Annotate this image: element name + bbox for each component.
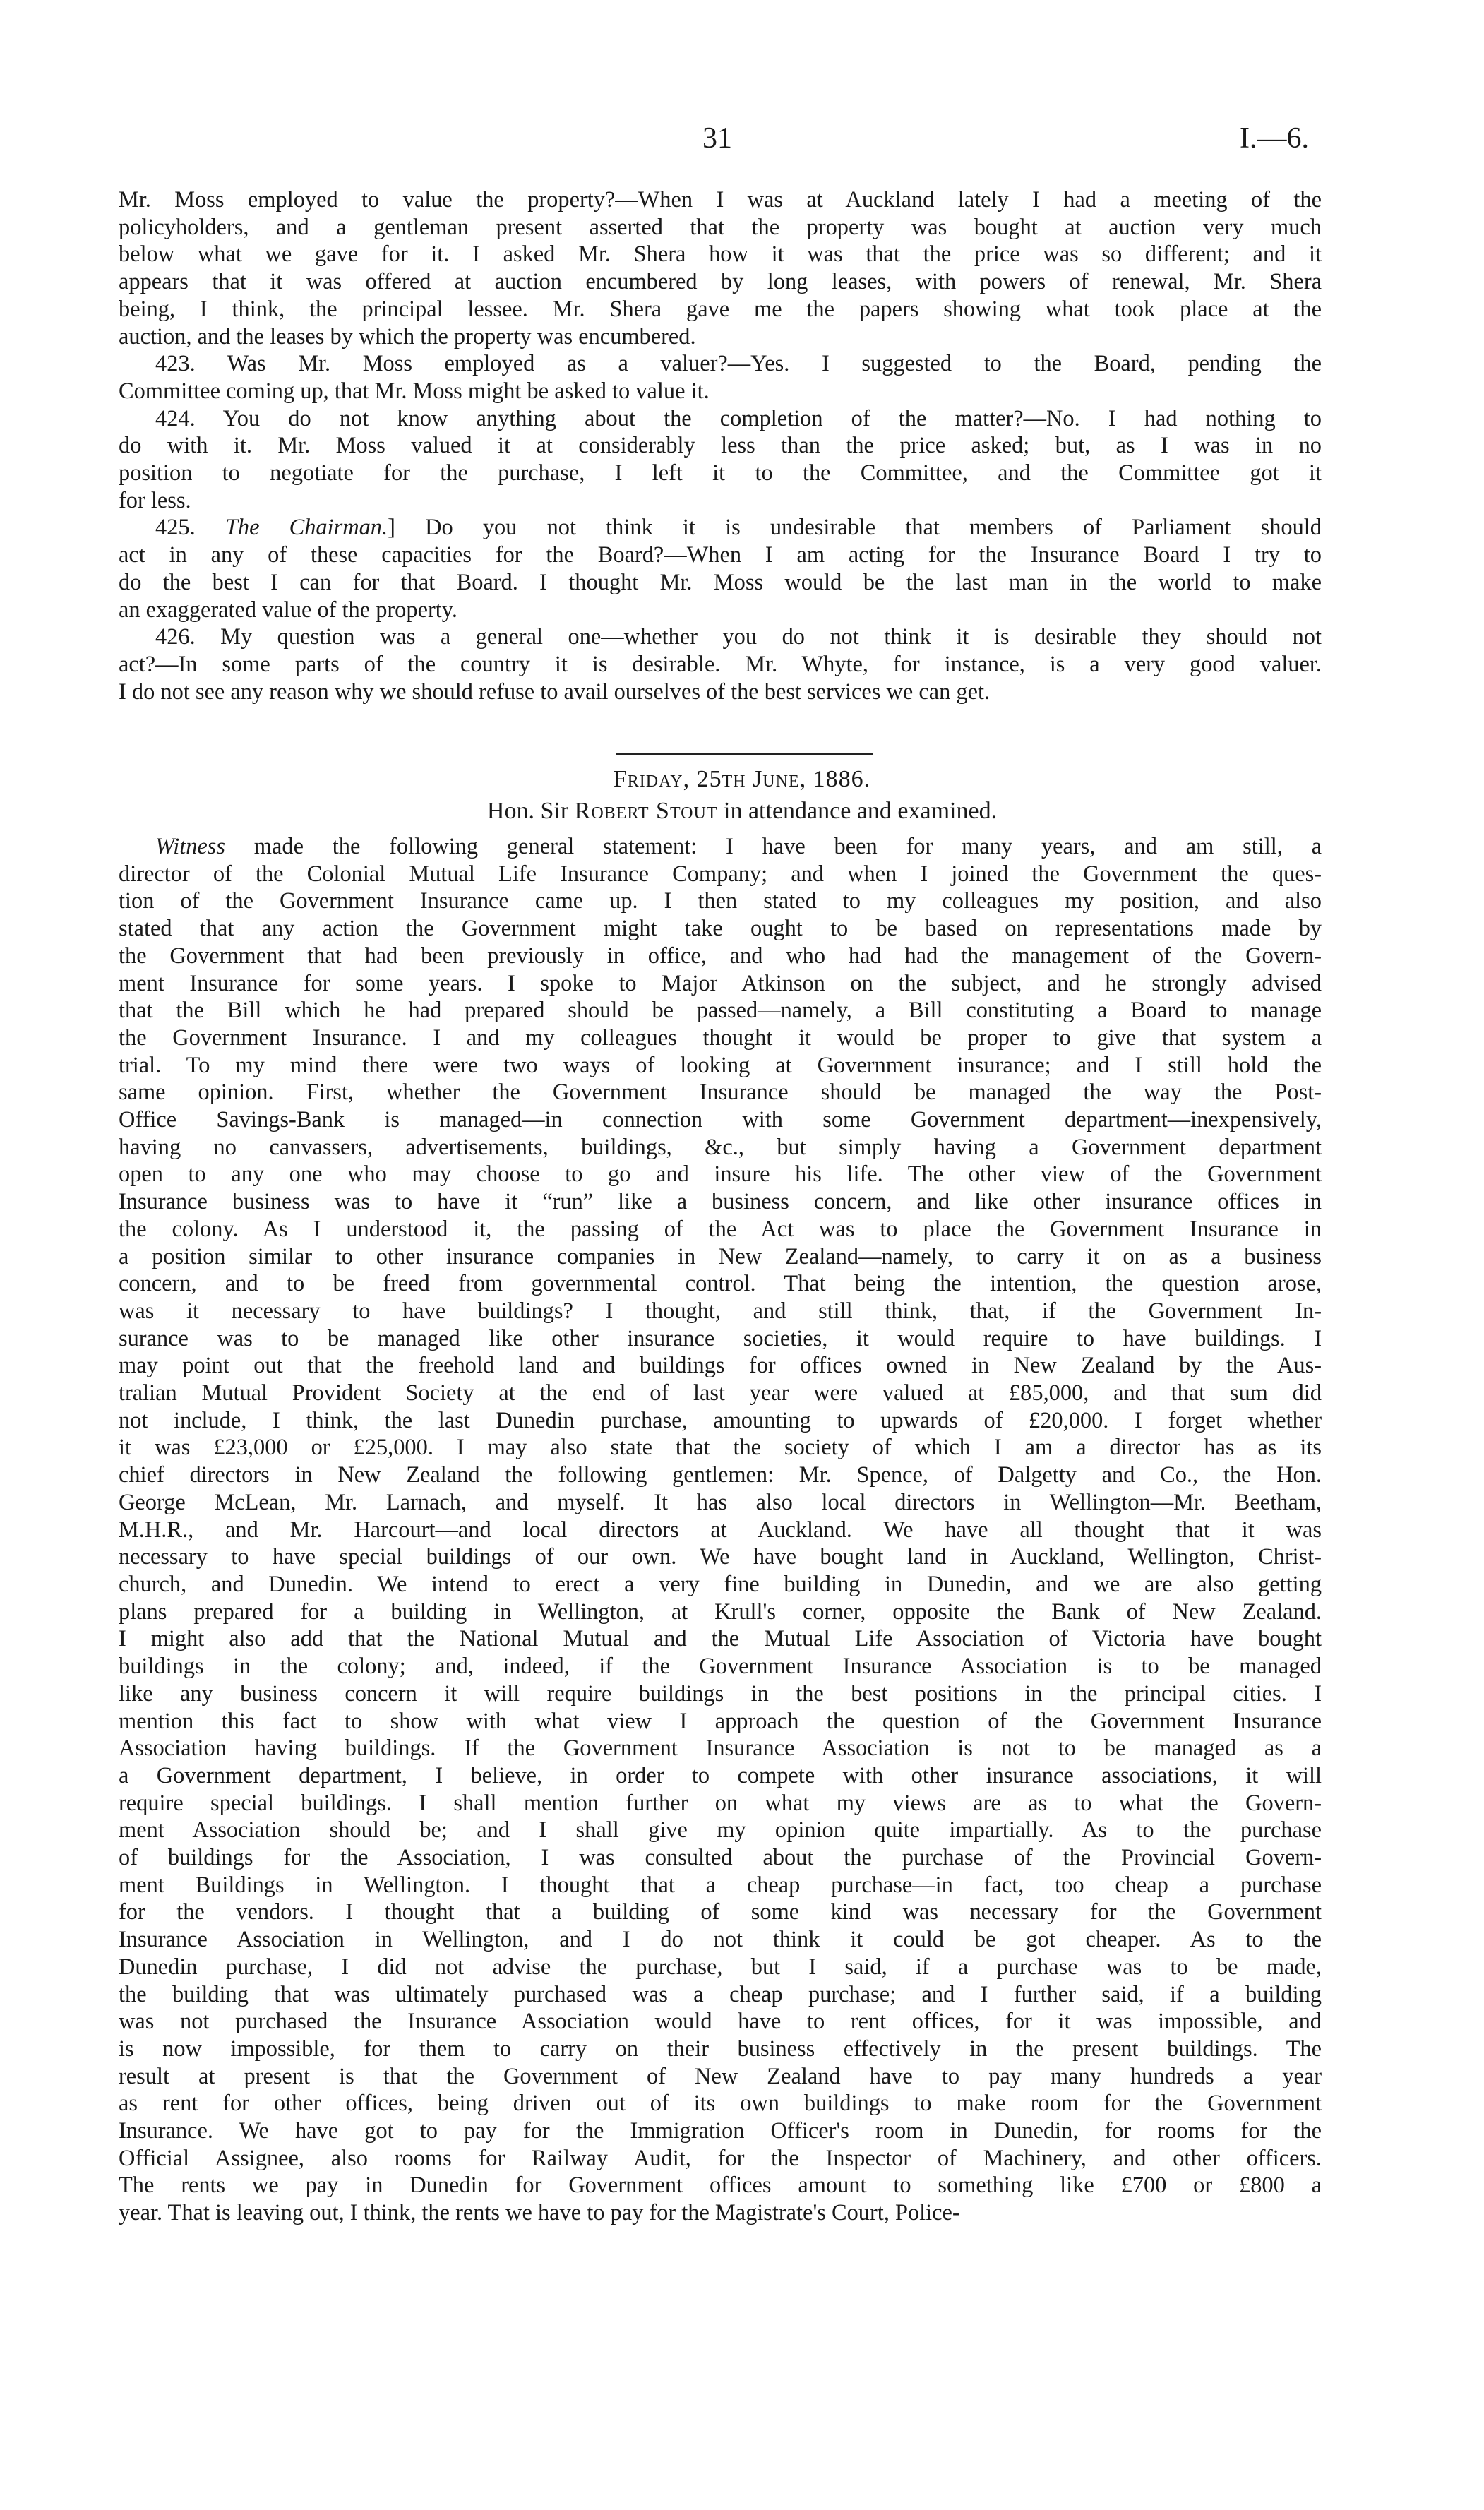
text-line: Insurance. We have got to pay for the Immigration Officer's room in Dunedin, for rooms for the <box>119 2118 1322 2144</box>
question-425-paragraph <box>119 514 1322 623</box>
text-line: Witness made the following general statement: I have been for many years, and am still, a <box>155 834 1322 859</box>
text-line: buildings in the colony; and, indeed, if the Government Insurance Association is to be managed <box>119 1654 1322 1680</box>
text-line: the colony. As I understood it, the passing of the Act was to place the Government Insurance in <box>119 1216 1322 1242</box>
text-line: ment Buildings in Wellington. I thought that a cheap purchase—in fact, too cheap a purchase <box>119 1872 1322 1898</box>
witness-statement <box>119 833 1322 2227</box>
text-line: having no canvassers, advertisements, buildings, &c., but simply having a Government department <box>119 1134 1322 1160</box>
text-line: was not purchased the Insurance Association would have to rent offices, for it was impossible, and <box>119 2009 1322 2035</box>
text-line: Association having buildings. If the Government Insurance Association is not to be managed as a <box>119 1735 1322 1762</box>
text-line: 424. You do not know anything about the completion of the matter?—No. I had nothing to <box>155 405 1322 431</box>
text-line: year. That is leaving out, I think, the rents we have to pay for the Magistrate's Court, Police- <box>119 2200 960 2226</box>
text-fragment: ] Do you not think it is undesirable that members of Parliament should <box>388 515 1322 541</box>
text-line: Official Assignee, also rooms for Railway Audit, for the Inspector of Machinery, and other officers. <box>119 2145 1322 2171</box>
text-line: it was £23,000 or £25,000. I may also state that the society of which I am a director has as its <box>119 1435 1322 1461</box>
text-line: mention this fact to show with what view I approach the question of the Government Insurance <box>119 1708 1322 1734</box>
answer-422-paragraph <box>119 186 1322 350</box>
text-line: M.H.R., and Mr. Harcourt—and local directors at Auckland. We have all thought that it was <box>119 1517 1322 1543</box>
text-line: a position similar to other insurance companies in New Zealand—namely, to carry it on as a business <box>119 1243 1322 1269</box>
text-line: The rents we pay in Dunedin for Government offices amount to something like £700 or £800 a <box>119 2173 1322 2199</box>
session-date: Friday, 25th June, 1886. <box>613 766 871 792</box>
text-line: a Government department, I believe, in order to compete with other insurance associations, it will <box>119 1762 1322 1788</box>
text-line: require special buildings. I shall mention further on what my views are as to what the Govern- <box>119 1790 1322 1816</box>
text-line: necessary to have special buildings of our own. We have bought land in Auckland, Wellington, Christ- <box>119 1544 1322 1570</box>
text-line: an exaggerated value of the property. <box>119 597 457 623</box>
text-line: policyholders, and a gentleman present asserted that the property was bought at auction very much <box>119 214 1322 240</box>
witness-label: Witness <box>155 834 225 859</box>
statement-lines <box>119 861 1322 2227</box>
question-423-paragraph <box>119 350 1322 405</box>
text-line: the building that was ultimately purchased was a cheap purchase; and I further said, if a building <box>119 1981 1322 2007</box>
text-line: 423. Was Mr. Moss employed as a valuer?—Yes. I suggested to the Board, pending the <box>155 351 1322 377</box>
text-line: Dunedin purchase, I did not advise the purchase, but I said, if a purchase was to be made, <box>119 1954 1322 1980</box>
text-line: as rent for other offices, being driven out of its own buildings to make room for the Government <box>119 2091 1322 2117</box>
text-line: 426. My question was a general one—whether you do not think it is desirable they should not <box>155 624 1322 650</box>
text-line: do with it. Mr. Moss valued it at considerably less than the price asked; but, as I was in no <box>119 433 1322 459</box>
text-line: for the vendors. I thought that a building of some kind was necessary for the Government <box>119 1899 1322 1925</box>
text-line: trial. To my mind there were two ways of looking at Government insurance; and I still hold the <box>119 1052 1322 1078</box>
text-line: Office Savings-Bank is managed—in connection with some Government department—inexpensively, <box>119 1107 1322 1133</box>
text-line: ment Association should be; and I shall give my opinion quite impartially. As to the purchase <box>119 1817 1322 1843</box>
text-line: same opinion. First, whether the Government Insurance should be managed the way the Post- <box>119 1080 1322 1106</box>
text-line: Committee coming up, that Mr. Moss might be asked to value it. <box>119 378 710 404</box>
text-line: is now impossible, for them to carry on their business effectively in the present buildings. The <box>119 2036 1322 2062</box>
text-line: stated that any action the Government might take ought to be based on representations made by <box>119 916 1322 942</box>
question-424-paragraph <box>119 405 1322 515</box>
text-line: director of the Colonial Mutual Life Insurance Company; and when I joined the Government the ques- <box>119 861 1322 887</box>
text-line: chief directors in New Zealand the following gentlemen: Mr. Spence, of Dalgetty and Co., the Hon. <box>119 1462 1322 1488</box>
text-line: open to any one who may choose to go and insure his life. The other view of the Government <box>119 1161 1322 1188</box>
page-number: 31 <box>702 122 732 155</box>
text-line: Insurance Association in Wellington, and I do not think it could be got cheaper. As to the <box>119 1927 1322 1953</box>
text-line: I do not see any reason why we should refuse to avail ourselves of the best services we can get. <box>119 679 991 705</box>
text-line: Mr. Moss employed to value the property?—When I was at Auckland lately I had a meeting of the <box>119 187 1322 213</box>
document-code: I.—6. <box>1240 122 1309 155</box>
text-line: act?—In some parts of the country it is desirable. Mr. Whyte, for instance, is a very good valuer. <box>119 651 1322 677</box>
text-line: George McLean, Mr. Larnach, and myself. It has also local directors in Wellington—Mr. Beetham, <box>119 1489 1322 1515</box>
text-line: was it necessary to have buildings? I thought, and still think, that, if the Government In- <box>119 1298 1322 1324</box>
page-header <box>0 121 1484 171</box>
text-line: plans prepared for a building in Wellington, at Krull's corner, opposite the Bank of New Zealand. <box>119 1598 1322 1625</box>
text-line <box>119 514 1322 542</box>
text-line: church, and Dunedin. We intend to erect a very fine building in Dunedin, and we are also getting <box>119 1571 1322 1597</box>
witness-name: Robert Stout <box>574 798 718 824</box>
text-line: appears that it was offered at auction encumbered by long leases, with powers of renewal, Mr. Shera <box>119 269 1322 295</box>
question-number: 425. <box>155 515 196 541</box>
text-line: being, I think, the principal lessee. Mr. Shera gave me the papers showing what took place at the <box>119 296 1322 322</box>
text-line: result at present is that the Government of New Zealand have to pay many hundreds a year <box>119 2063 1322 2089</box>
text-line: may point out that the freehold land and buildings for offices owned in New Zealand by the Aus- <box>119 1353 1322 1379</box>
text-line: like any business concern it will require buildings in the best positions in the principal cities. I <box>119 1680 1322 1707</box>
text-line: position to negotiate for the purchase, I left it to the Committee, and the Committee got it <box>119 460 1322 486</box>
text-line: do the best I can for that Board. I thought Mr. Moss would be the last man in the world to make <box>119 569 1322 595</box>
text-line: below what we gave for it. I asked Mr. Shera how it was that the price was so different; and it <box>119 241 1322 268</box>
text-line: concern, and to be freed from governmental control. That being the intention, the question arose, <box>119 1271 1322 1297</box>
text-line: Insurance business was to have it “run” like a business concern, and like other insurance offices in <box>119 1189 1322 1215</box>
evidence-top-section <box>119 186 1322 705</box>
witness-heading: Hon. Sir Robert Stout in attendance and examined. <box>486 798 998 824</box>
text-line: tralian Mutual Provident Society at the end of last year were valued at £85,000, and that sum did <box>119 1380 1322 1406</box>
speaker-name: The Chairman. <box>225 515 388 541</box>
text-line: ment Insurance for some years. I spoke to Major Atkinson on the subject, and he strongly advised <box>119 970 1322 996</box>
text-line: of buildings for the Association, I was consulted about the purchase of the Provincial Govern- <box>119 1845 1322 1871</box>
text-line: the Government Insurance. I and my colleagues thought it would be proper to give that system a <box>119 1024 1322 1051</box>
text-line: surance was to be managed like other insurance societies, it would require to have buildings. I <box>119 1325 1322 1351</box>
text-line: auction, and the leases by which the property was encumbered. <box>119 323 696 349</box>
section-divider <box>616 753 873 755</box>
text-line: tion of the Government Insurance came up. I then stated to my colleagues my position, and also <box>119 888 1322 914</box>
text-line: I might also add that the National Mutual and the Mutual Life Association of Victoria have bought <box>119 1626 1322 1652</box>
text-line: the Government that had been previously in office, and who had had the management of the Govern- <box>119 943 1322 969</box>
question-426-paragraph <box>119 623 1322 705</box>
text-line: that the Bill which he had prepared should be passed—namely, a Bill constituting a Board to manage <box>119 998 1322 1024</box>
text-line: act in any of these capacities for the Board?—When I am acting for the Insurance Board I try to <box>119 542 1322 568</box>
text-line: for less. <box>119 487 191 513</box>
text-line: not include, I think, the last Dunedin purchase, amounting to upwards of £20,000. I forget whether <box>119 1407 1322 1433</box>
